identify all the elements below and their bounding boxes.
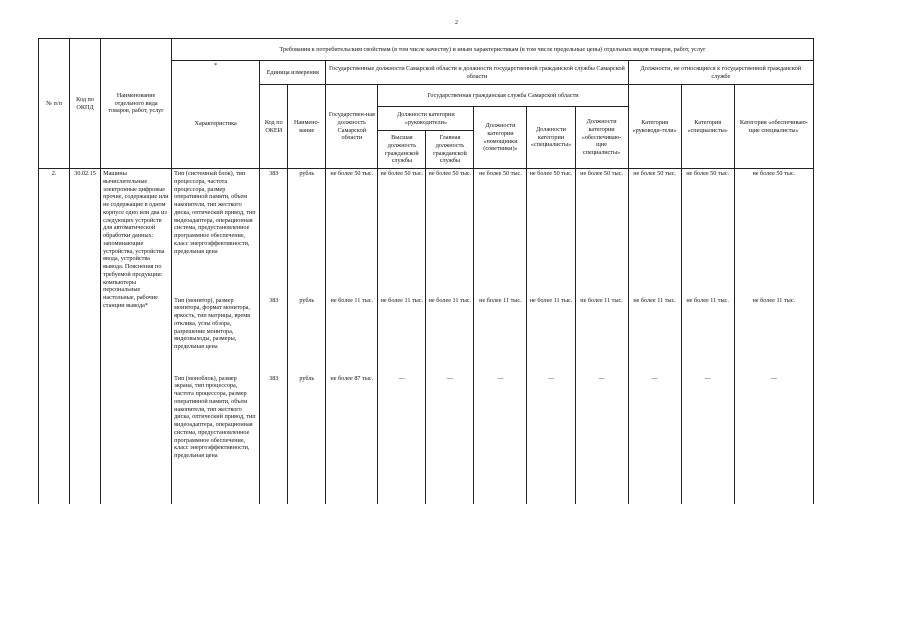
row-okei: 383: [260, 169, 288, 296]
header-okpd: Код по ОКПД: [70, 39, 101, 169]
value-cell: не более 11 тыс.: [575, 296, 628, 374]
value-cell: не более 11 тыс.: [474, 296, 527, 374]
value-cell: не более 50 тыс.: [426, 169, 474, 296]
value-cell: не более 50 тыс.: [378, 169, 426, 296]
header-higher: Высшая должность гражданской службы: [378, 131, 426, 169]
row-unit: рубль: [288, 374, 326, 504]
value-cell: не более 50 тыс.: [474, 169, 527, 296]
row-unit: рубль: [288, 169, 326, 296]
header-characteristic: Характеристика: [194, 119, 237, 127]
row-characteristic: Тип (моноблок), размер экрана, тип процессора, частота процессора, размер оперативной памяти, объем накопителя, тип жесткого диска, оптический привод, тип видеоадаптера, операционная система, предустановленное программное обеспечение, класс энергоэффективности, предельная цена: [172, 374, 260, 504]
row-unit: рубль: [288, 296, 326, 374]
row-okei: 383: [260, 374, 288, 504]
item-num: 2.: [39, 169, 70, 504]
header-requirements: Требования к потребительским свойствам (в том числе качеству) и иным характеристикам (в том числе предельные цены) отдельных видов товаров, работ, услуг: [172, 39, 814, 61]
header-star: *: [214, 62, 218, 69]
header-civil-service: Государственная гражданская служба Самарской области: [378, 85, 628, 107]
value-cell: —: [575, 374, 628, 504]
header-num: № п/п: [39, 39, 70, 169]
value-cell: не более 87 тыс.: [326, 374, 378, 504]
header-unit: Единица измерения: [260, 61, 326, 85]
item-okpd: 30.02.15: [70, 169, 101, 504]
value-cell: —: [734, 374, 813, 504]
value-cell: не более 50 тыс.: [575, 169, 628, 296]
header-name: Наименование отдельного вида товаров, работ, услуг: [101, 39, 172, 169]
header-characteristic-cell: [172, 61, 260, 169]
header-state-position-region: Государствен-ная должность Самарской области: [326, 85, 378, 169]
header-okei: Код по ОКЕИ: [260, 85, 288, 169]
value-cell: —: [474, 374, 527, 504]
value-cell: не более 11 тыс.: [527, 296, 575, 374]
header-cat-support: Категория «обеспечиваю-щие специалисты»: [734, 85, 813, 169]
value-cell: не более 11 тыс.: [326, 296, 378, 374]
value-cell: не более 50 тыс.: [628, 169, 681, 296]
header-cat-specialists: Категория «специалисты»: [681, 85, 734, 169]
header-state-positions: Государственные должности Самарской области и должности государственной гражданской службы Самарской области: [326, 61, 628, 85]
item-name: Машины вычислительные электронные цифровые прочие, содержащие или не содержащие в одном корпусе одно или два из следующих устройств для автоматической обработки данных: запоминающие устройства, устройства ввода, устройства вывода. Пояснения по требуемой продукции: компьютеры персональные настольные, рабочие станции вывода*: [101, 169, 172, 504]
header-non-state: Должности, не относящиеся к государственной гражданской службе: [628, 61, 813, 85]
value-cell: —: [426, 374, 474, 504]
requirements-table: [38, 38, 814, 504]
value-cell: —: [628, 374, 681, 504]
row-characteristic: Тип (монитор), размер монитора, формат монитора, яркость, тип матрицы, время отклика, углы обзора, разрешение монитора, видеовыходы, размеры, предельная цена: [172, 296, 260, 374]
header-support-specialists: Должности категории «обеспечиваю-щие специалисты»: [575, 107, 628, 169]
header-assistants: Должности категории «помощники (советники)»: [474, 107, 527, 169]
value-cell: не более 50 тыс.: [681, 169, 734, 296]
value-cell: не более 11 тыс.: [628, 296, 681, 374]
row-characteristic: Тип (системный блок), тип процессора, частота процессора, размер оперативной памяти, объем накопителя, тип жесткого диска, оптический привод, тип видеоадаптера, операционная система, предустановленное программное обеспечение, класс энергоэффективности, предельная цена: [172, 169, 260, 296]
page-number: 2: [455, 20, 458, 26]
header-unit-name: Наимено-вание: [288, 85, 326, 169]
header-heads-category: Должности категории «руководители»: [378, 107, 474, 131]
table-row: [39, 169, 814, 296]
value-cell: не более 11 тыс.: [681, 296, 734, 374]
header-cat-heads: Категория «руководи-тели»: [628, 85, 681, 169]
row-okei: 383: [260, 296, 288, 374]
value-cell: не более 11 тыс.: [378, 296, 426, 374]
value-cell: —: [527, 374, 575, 504]
value-cell: —: [378, 374, 426, 504]
value-cell: не более 50 тыс.: [527, 169, 575, 296]
value-cell: не более 50 тыс.: [734, 169, 813, 296]
value-cell: не более 11 тыс.: [426, 296, 474, 374]
value-cell: не более 11 тыс.: [734, 296, 813, 374]
value-cell: не более 50 тыс.: [326, 169, 378, 296]
value-cell: —: [681, 374, 734, 504]
header-specialists: Должности категории «специалисты»: [527, 107, 575, 169]
header-chief: Главная должность гражданской службы: [426, 131, 474, 169]
